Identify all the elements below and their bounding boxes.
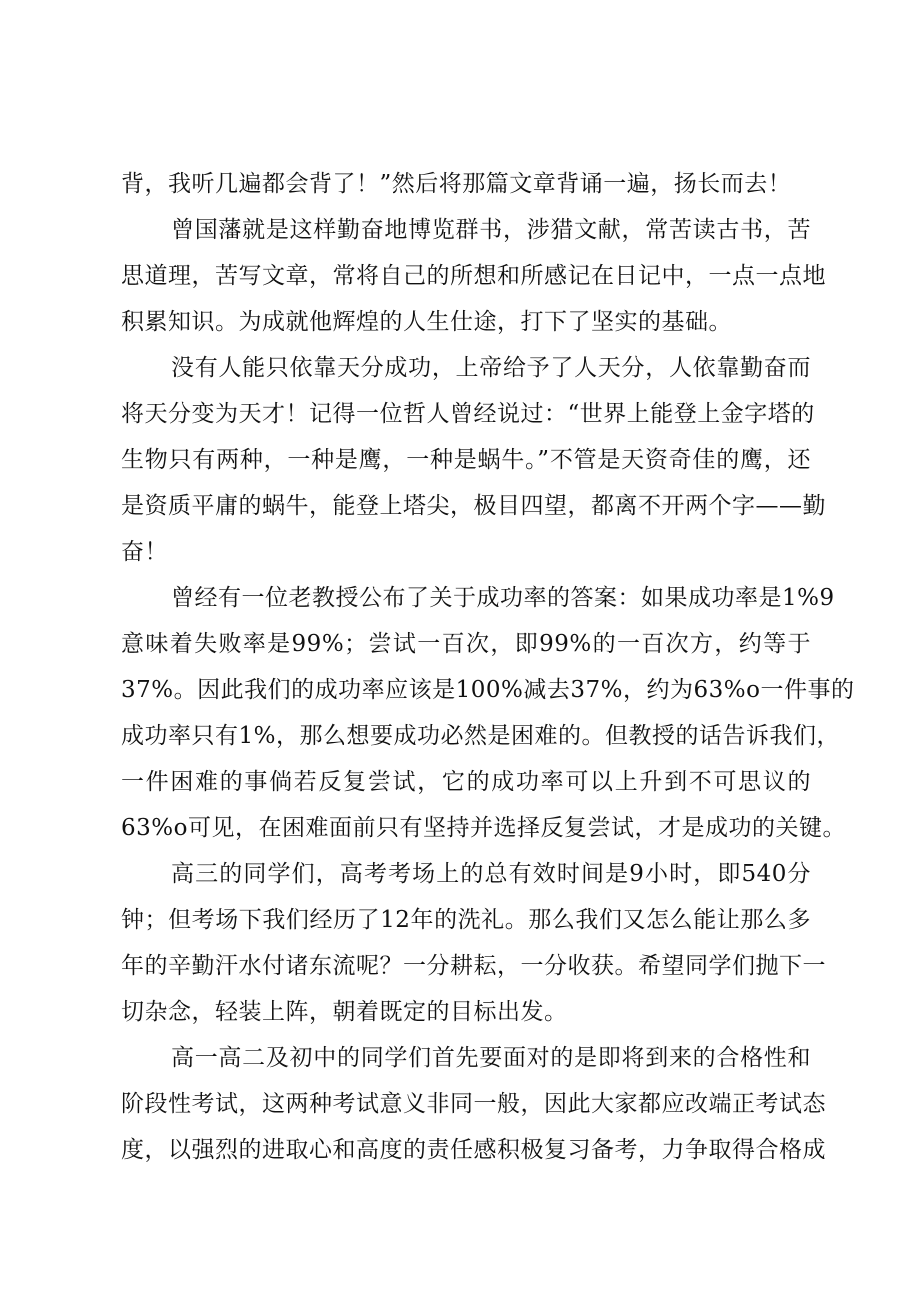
text-line: 37%。因此我们的成功率应该是100%减去37%，约为63%o一件事的: [121, 677, 855, 703]
text-line: 曾经有一位老教授公布了关于成功率的答案：如果成功率是1%9: [171, 585, 835, 611]
text-line: 一件困难的事倘若反复尝试，它的成功率可以上升到不可思议的: [121, 769, 811, 795]
text-line: 阶段性考试，这两种考试意义非同一般，因此大家都应改端正考试态: [121, 1091, 826, 1117]
text-line: 高三的同学们，高考考场上的总有效时间是9小时，即540分: [171, 861, 811, 887]
text-line: 曾国藩就是这样勤奋地博览群书，涉猎文献，常苦读古书，苦: [171, 217, 811, 243]
text-line: 没有人能只依靠天分成功，上帝给予了人天分，人依靠勤奋而: [171, 355, 811, 381]
text-line: 是资质平庸的蜗牛，能登上塔尖，极目四望，都离不开两个字——勤: [121, 493, 826, 519]
body-text: [121, 161, 855, 1173]
text-line: 度，以强烈的进取心和高度的责任感积极复习备考，力争取得合格成: [121, 1137, 826, 1163]
text-line: 意味着失败率是99%；尝试一百次，即99%的一百次方，约等于: [121, 631, 811, 657]
text-line: 奋！: [121, 539, 168, 565]
text-line: 年的辛勤汗水付诸东流呢？一分耕耘，一分收获。希望同学们抛下一: [121, 953, 826, 979]
text-line: 积累知识。为成就他辉煌的人生仕途，打下了坚实的基础。: [121, 309, 732, 335]
text-line: 生物只有两种，一种是鹰，一种是蜗牛。”不管是天资奇佳的鹰，还: [121, 447, 811, 473]
text-line: 思道理，苦写文章，常将自己的所想和所感记在日记中，一点一点地: [121, 263, 826, 289]
text-line: 将天分变为天才！记得一位哲人曾经说过：“世界上能登上金字塔的: [121, 401, 815, 427]
text-line: 钟；但考场下我们经历了12年的洗礼。那么我们又怎么能让那么多: [121, 907, 811, 933]
text-line: 切杂念，轻装上阵，朝着既定的目标出发。: [121, 999, 568, 1025]
text-line: 成功率只有1%，那么想要成功必然是困难的。但教授的话告诉我们，: [121, 723, 840, 749]
text-line: 背，我听几遍都会背了！”然后将那篇文章背诵一遍，扬长而去！: [121, 171, 792, 197]
text-line: 63%o可见，在困难面前只有坚持并选择反复尝试，才是成功的关键。: [121, 815, 846, 841]
text-line: 高一高二及初中的同学们首先要面对的是即将到来的合格性和: [171, 1045, 811, 1071]
